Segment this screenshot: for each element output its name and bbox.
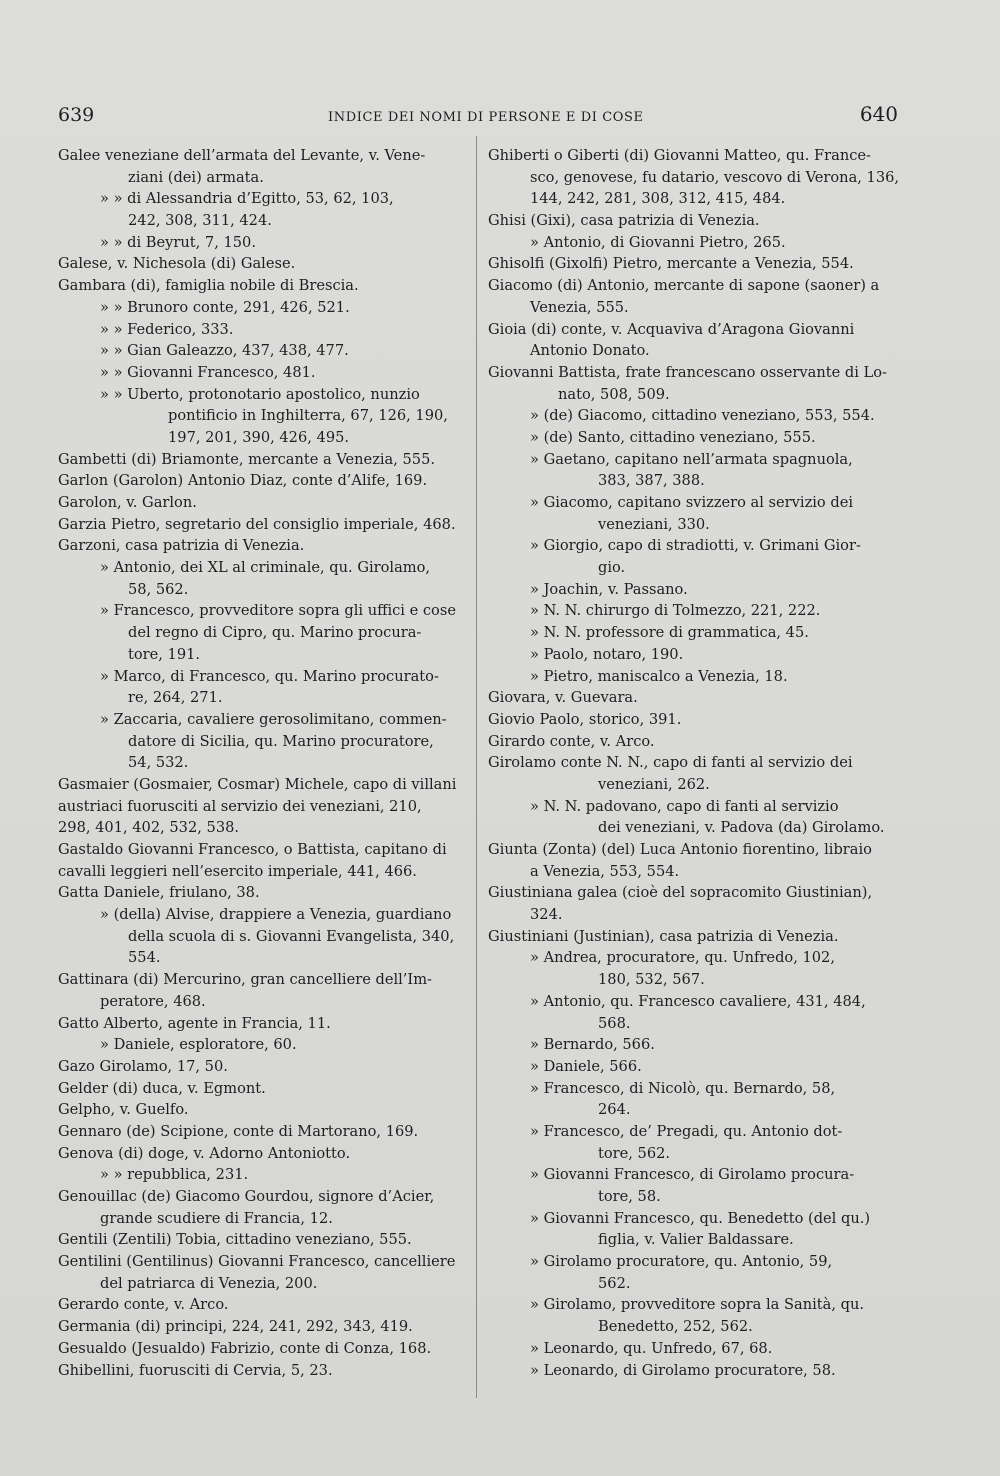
index-entry-line: Galese, v. Nichesola (di) Galese. (58, 255, 296, 273)
index-entry-line: Gambetti (di) Briamonte, mercante a Venezia, 555. (58, 450, 436, 468)
index-entry-line: Garzoni, casa patrizia di Venezia. (58, 537, 305, 555)
index-entry-line: » » di Alessandria d’Egitto, 53, 62, 103, (100, 190, 394, 208)
index-entry-line: » Zaccaria, cavaliere gerosolimitano, commen- (100, 710, 447, 728)
index-entry-line: dei veneziani, v. Padova (da) Girolamo. (598, 819, 885, 837)
index-entry-line: tore, 58. (598, 1188, 661, 1205)
index-entry-line: » Girolamo, provveditore sopra la Sanità, qu. (530, 1296, 864, 1314)
index-entry-line: Genova (di) doge, v. Adorno Antoniotto. (58, 1144, 351, 1162)
index-entry-line: 554. (128, 949, 161, 967)
index-entry-line: » Giorgio, capo di stradiotti, v. Grimani Gior- (530, 537, 861, 555)
index-entry-line: peratore, 468. (100, 992, 206, 1010)
index-entry-line: grande scudiere di Francia, 12. (100, 1209, 333, 1227)
index-entry-line: 197, 201, 390, 426, 495. (168, 428, 350, 446)
index-entry-line: » Bernardo, 566. (530, 1036, 655, 1054)
index-entry-line: Gelpho, v. Guelfo. (58, 1101, 189, 1119)
index-entry-line: tore, 562. (598, 1144, 671, 1162)
index-entry-line: tore, 191. (128, 645, 201, 663)
index-entry-line: » Andrea, procuratore, qu. Unfredo, 102, (530, 949, 835, 967)
index-entry-line: Galee veneziane dell’armata del Levante, v. Vene- (58, 147, 426, 164)
index-entry-line: Ghiberti o Giberti (di) Giovanni Matteo, qu. France- (488, 147, 871, 164)
index-entry-line: del patriarca di Venezia, 200. (100, 1274, 318, 1292)
index-entry-line: » Giovanni Francesco, di Girolamo procura- (530, 1166, 855, 1184)
index-entry-line: ziani (dei) armata. (128, 168, 264, 186)
index-entry-line: Giovanni Battista, frate francescano osservante di Lo- (488, 363, 887, 381)
index-entry-line: Genouillac (de) Giacomo Gourdou, signore d’Acier, (58, 1188, 435, 1205)
index-entry-line: Gesualdo (Jesualdo) Fabrizio, conte di Conza, 168. (58, 1339, 432, 1357)
index-entry-line: 383, 387, 388. (598, 472, 705, 490)
index-entry-line: datore di Sicilia, qu. Marino procuratore, (128, 732, 434, 750)
index-entry-line: Giunta (Zonta) (del) Luca Antonio fiorentino, libraio (488, 841, 872, 858)
index-entry-line: 568. (598, 1014, 631, 1032)
index-entry-line: Giustiniani (Justinian), casa patrizia di Venezia. (488, 927, 839, 945)
index-entry-line: » Joachin, v. Passano. (530, 580, 688, 598)
index-entry-line: Gennaro (de) Scipione, conte di Martorano, 169. (58, 1122, 419, 1140)
index-entry-line: 58, 562. (128, 580, 189, 598)
index-entry-line: » Leonardo, qu. Unfredo, 67, 68. (530, 1339, 773, 1357)
index-entry-line: 180, 532, 567. (598, 971, 705, 989)
index-entry-line: Gasmaier (Gosmaier, Cosmar) Michele, capo di villani (58, 775, 457, 793)
index-entry-line: veneziani, 330. (598, 515, 710, 533)
index-entry-line: Ghibellini, fuorusciti di Cervia, 5, 23. (58, 1361, 333, 1379)
index-entry-line: Giacomo (di) Antonio, mercante di sapone (saoner) a (488, 277, 880, 295)
index-entry-line: » Daniele, esploratore, 60. (100, 1036, 297, 1054)
index-entry-line: » Marco, di Francesco, qu. Marino procurato- (100, 667, 439, 685)
index-entry-line: » Giacomo, capitano svizzero al servizio dei (530, 494, 853, 511)
index-entry-line: » Giovanni Francesco, qu. Benedetto (del qu.) (530, 1209, 871, 1227)
right-index-column (488, 145, 900, 1381)
index-entry-line: 242, 308, 311, 424. (128, 212, 272, 230)
index-entry-line: Gazo Girolamo, 17, 50. (58, 1057, 228, 1075)
index-entry-line: Garolon, v. Garlon. (58, 494, 197, 511)
index-entry-line: Gatta Daniele, friulano, 38. (58, 884, 260, 902)
index-entry-line: » (de) Giacomo, cittadino veneziano, 553, 554. (530, 407, 875, 425)
index-entry-line: Giovio Paolo, storico, 391. (488, 710, 682, 728)
index-entry-line: 298, 401, 402, 532, 538. (58, 819, 240, 837)
index-entry-line: Venezia, 555. (530, 298, 629, 316)
index-entry-line: Gastaldo Giovanni Francesco, o Battista, capitano di (58, 841, 447, 858)
index-entry-line: gio. (598, 559, 626, 577)
index-entry-line: » N. N. padovano, capo di fanti al servizio (530, 797, 839, 815)
index-entry-line: pontificio in Inghilterra, 67, 126, 190, (168, 407, 448, 425)
index-entry-line: » Paolo, notaro, 190. (530, 645, 684, 663)
index-entry-line: veneziani, 262. (598, 775, 710, 793)
index-entry-line: 144, 242, 281, 308, 312, 415, 484. (530, 190, 786, 208)
index-entry-line: austriaci fuorusciti al servizio dei veneziani, 210, (58, 797, 422, 815)
index-entry-line: Gambara (di), famiglia nobile di Brescia. (58, 277, 359, 295)
index-entry-line: » Girolamo procuratore, qu. Antonio, 59, (530, 1253, 833, 1271)
index-entry-line: 264. (598, 1101, 631, 1119)
left-index-column (58, 145, 466, 1381)
index-entry-line: » » Uberto, protonotario apostolico, nunzio (100, 385, 420, 403)
index-entry-line: » (della) Alvise, drappiere a Venezia, guardiano (100, 906, 452, 924)
index-entry-line: » Daniele, 566. (530, 1057, 642, 1075)
index-entry-line: cavalli leggieri nell’esercito imperiale, 441, 466. (58, 862, 417, 880)
index-entry-line: Gerardo conte, v. Arco. (58, 1296, 229, 1314)
index-entry-line: a Venezia, 553, 554. (530, 862, 680, 880)
index-entry-line: » » repubblica, 231. (100, 1166, 249, 1184)
index-entry-line: » N. N. professore di grammatica, 45. (530, 624, 809, 642)
index-entry-line: » Antonio, di Giovanni Pietro, 265. (530, 233, 786, 251)
index-entry-line: 562. (598, 1274, 631, 1292)
index-entry-line: figlia, v. Valier Baldassare. (598, 1231, 794, 1249)
index-entry-line: Girardo conte, v. Arco. (488, 732, 655, 750)
index-entry-line: 324. (530, 906, 563, 924)
page-header (0, 102, 1000, 132)
index-entry-line: Gentili (Zentili) Tobia, cittadino veneziano, 555. (58, 1231, 412, 1249)
index-entry-line: Garlon (Garolon) Antonio Diaz, conte d’Alife, 169. (58, 472, 428, 490)
index-entry-line: Benedetto, 252, 562. (598, 1318, 753, 1336)
index-entry-line: » Pietro, maniscalco a Venezia, 18. (530, 667, 788, 685)
index-entry-line: » » Brunoro conte, 291, 426, 521. (100, 298, 350, 316)
index-entry-line: » » Federico, 333. (100, 320, 234, 338)
running-title: INDICE DEI NOMI DI PERSONE E DI COSE (328, 110, 644, 125)
index-entry-line: del regno di Cipro, qu. Marino procura- (128, 624, 422, 642)
index-entry-line: » Gaetano, capitano nell’armata spagnuola, (530, 450, 853, 468)
index-entry-line: Germania (di) principi, 224, 241, 292, 343, 419. (58, 1318, 413, 1336)
index-entry-line: sco, genovese, fu datario, vescovo di Verona, 136, (530, 168, 900, 186)
page-number-right: 640 (859, 102, 898, 126)
index-entry-line: 54, 532. (128, 754, 189, 772)
index-entry-line: » » Giovanni Francesco, 481. (100, 363, 316, 381)
index-entry-line: » Antonio, qu. Francesco cavaliere, 431, 484, (530, 992, 866, 1010)
index-entry-line: Gattinara (di) Mercurino, gran cancelliere dell’Im- (58, 971, 432, 989)
index-entry-line: Ghisolfi (Gixolfi) Pietro, mercante a Venezia, 554. (488, 255, 854, 273)
index-entry-line: Antonio Donato. (530, 342, 650, 360)
index-entry-line: » Francesco, provveditore sopra gli uffici e cose (100, 602, 456, 620)
index-entry-line: » (de) Santo, cittadino veneziano, 555. (530, 428, 816, 446)
index-entry-line: Gelder (di) duca, v. Egmont. (58, 1079, 266, 1097)
index-entry-line: » » Gian Galeazzo, 437, 438, 477. (100, 342, 349, 360)
index-entry-line: Gatto Alberto, agente in Francia, 11. (58, 1014, 331, 1032)
index-entry-line: re, 264, 271. (128, 689, 223, 707)
index-entry-line: Garzia Pietro, segretario del consiglio imperiale, 468. (58, 515, 456, 533)
index-entry-line: Giustiniana galea (cioè del sopracomito Giustinian), (488, 884, 873, 902)
index-entry-line: Gentilini (Gentilinus) Giovanni Francesco, cancelliere (58, 1253, 456, 1271)
index-entry-line: » Francesco, de’ Pregadi, qu. Antonio dot- (530, 1122, 843, 1140)
index-entry-line: della scuola di s. Giovanni Evangelista, 340, (128, 927, 455, 945)
column-divider (476, 136, 477, 1398)
index-entry-line: Ghisi (Gixi), casa patrizia di Venezia. (488, 212, 760, 230)
index-entry-line: » N. N. chirurgo di Tolmezzo, 221, 222. (530, 602, 821, 620)
index-entry-line: » Leonardo, di Girolamo procuratore, 58. (530, 1361, 836, 1379)
page-number-left: 639 (58, 104, 95, 126)
index-entry-line: » Francesco, di Nicolò, qu. Bernardo, 58, (530, 1079, 836, 1097)
index-entry-line: » » di Beyrut, 7, 150. (100, 233, 256, 251)
index-entry-line: nato, 508, 509. (558, 385, 670, 403)
index-entry-line: Girolamo conte N. N., capo di fanti al servizio dei (488, 754, 853, 772)
index-entry-line: Gioia (di) conte, v. Acquaviva d’Aragona Giovanni (488, 320, 855, 338)
index-entry-line: » Antonio, dei XL al criminale, qu. Girolamo, (100, 559, 431, 577)
index-entry-line: Giovara, v. Guevara. (488, 689, 638, 707)
